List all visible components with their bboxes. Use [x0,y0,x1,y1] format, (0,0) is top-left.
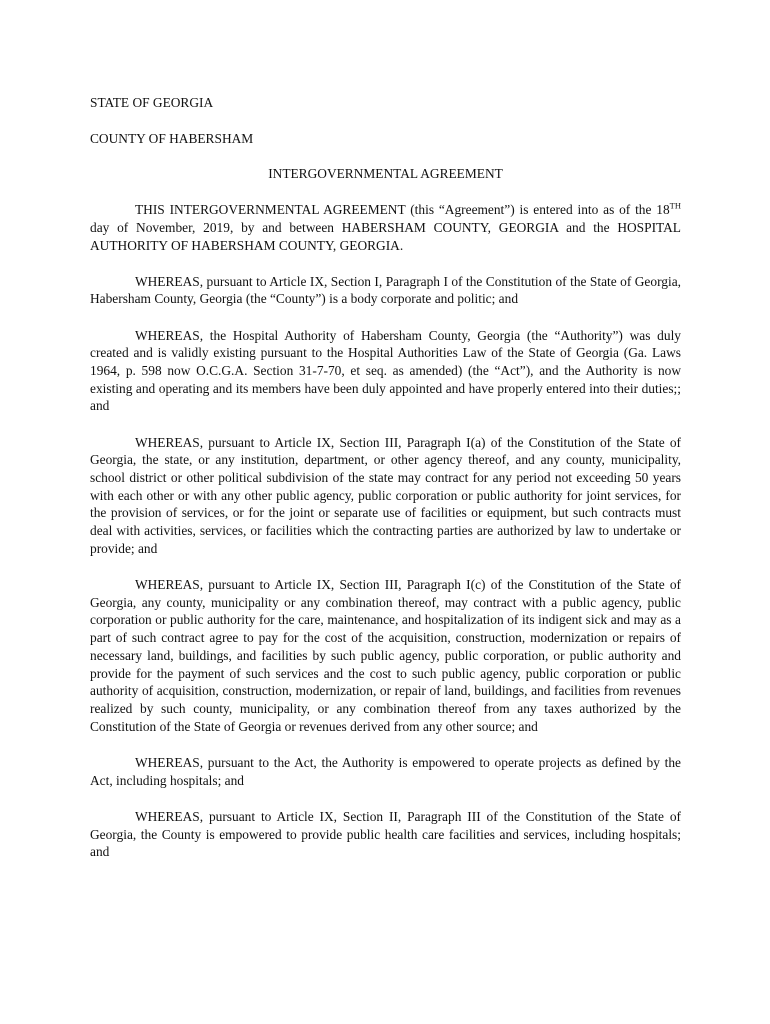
intro-text-part2: day of November, 2019, by and between HABERSHAM COUNTY, GEORGIA and the HOSPITAL AUTHORITY OF HABERSHAM COUNTY, GEORGIA. [90,219,681,253]
whereas-paragraph-contracts: WHEREAS, pursuant to Article IX, Section III, Paragraph I(a) of the Constitution of the State of Georgia, the state, or any institution, department, or other agency thereof, and any county, municipality, school district or other political subdivision of the state may contract for any period not exceeding 50 years with each other or with any other public agency, public corporation or public authority for joint services, for the provision of services, or for the joint or separate use of facilities or equipment, but such contracts must deal with activities, services, or facilities which the contracting parties are authorized by law to undertake or provide; and [90,434,681,556]
whereas-paragraph-authority: WHEREAS, the Hospital Authority of Habersham County, Georgia (the “Authority”) was duly created and is validly existing pursuant to the Hospital Authorities Law of the State of Georgia (Ga. Laws 1964, p. 598 now O.C.G.A. Section 31-7-70, et seq. as amended) (the “Act”), and the Authority is now existing and operating and its members have been duly appointed and have properly entered into their duties;; and [90,327,681,414]
state-heading: STATE OF GEORGIA [90,95,214,110]
county-heading: COUNTY OF HABERSHAM [90,130,254,146]
intro-text-part1: THIS INTERGOVERNMENTAL AGREEMENT (this “Agreement”) is entered into as of the 18 [135,202,670,218]
date-superscript: TH [669,200,681,211]
whereas-paragraph-public-health: WHEREAS, pursuant to Article IX, Section II, Paragraph III of the Constitution of the State of Georgia, the County is empowered to provide public health care facilities and services, including hospitals; and [90,808,681,860]
intro-paragraph [90,201,681,254]
whereas-paragraph-indigent-care: WHEREAS, pursuant to Article IX, Section III, Paragraph I(c) of the Constitution of the State of Georgia, any county, municipality or any combination thereof, may contract with a public agency, public corporation or public authority for the care, maintenance, and hospitalization of its indigent sick and may as a part of such contract agree to pay for the cost of the acquisition, construction, modernization or repairs of necessary land, buildings, and facilities by such public agency, public corporation, or public authority and provide for the payment of such services and the cost to such public agency, public corporation or public authority of acquisition, construction, modernization, or repair of land, buildings, and facilities from revenues realized by such county, municipality, or any combination thereof from any taxes authorized by the Constitution of the State of Georgia or revenues derived from any other source; and [90,577,681,734]
document-title: INTERGOVERNMENTAL AGREEMENT [268,166,503,182]
document-page [90,94,681,879]
whereas-paragraph-act-powers: WHEREAS, pursuant to the Act, the Authority is empowered to operate projects as defined by the Act, including hospitals; and [90,754,681,788]
whereas-paragraph-county: WHEREAS, pursuant to Article IX, Section I, Paragraph I of the Constitution of the State of Georgia, Habersham County, Georgia (the “County”) is a body corporate and politic; and [90,273,681,307]
